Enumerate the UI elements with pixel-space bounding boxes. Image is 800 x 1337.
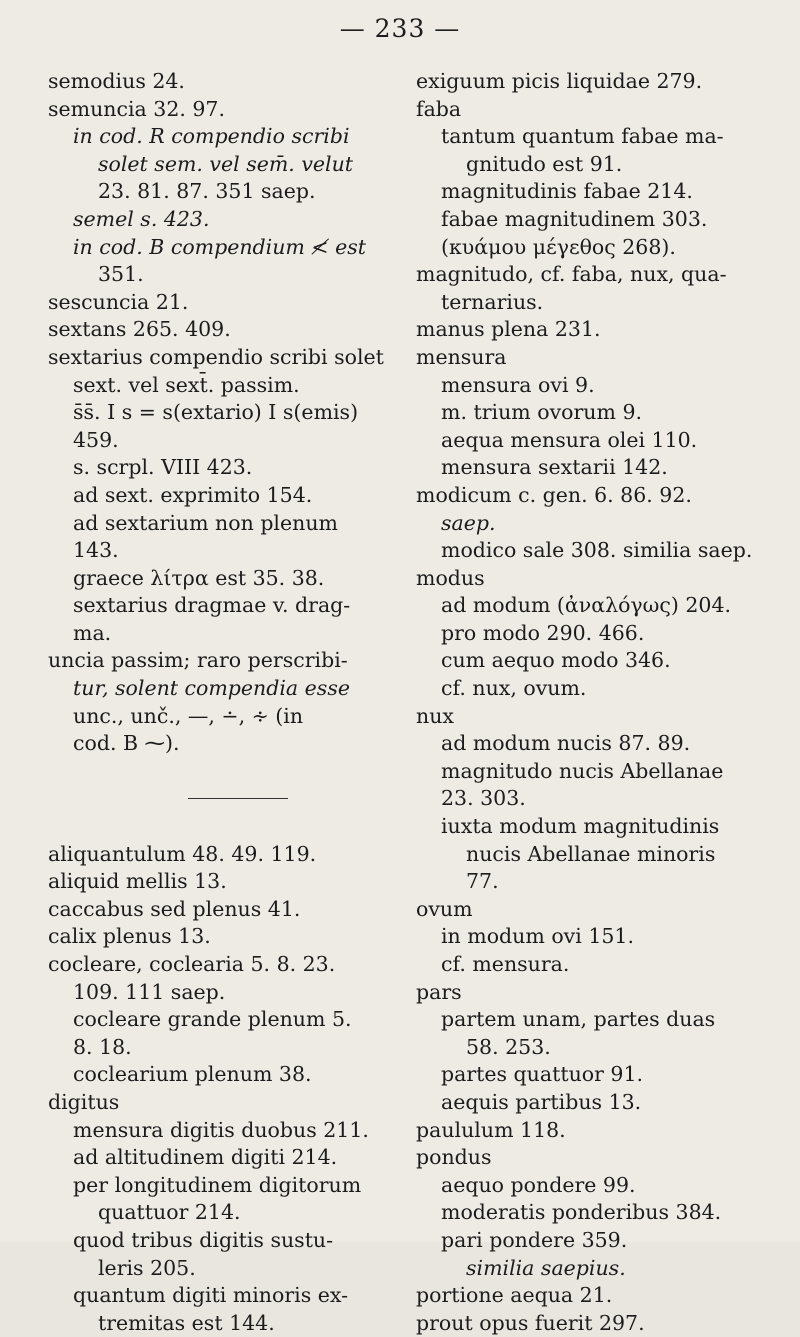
index-subentry: aequis partibus 13.	[441, 1089, 642, 1114]
index-subentry: ad sext. exprimito 154.	[73, 482, 313, 507]
index-entry: calix plenus 13.	[48, 924, 211, 949]
index-subentry: m. trium ovorum 9.	[441, 400, 643, 425]
index-subentry: in cod. B compendium ≮ est	[73, 234, 366, 259]
page-number: — 233 —	[339, 14, 461, 43]
index-subentry: 351.	[98, 262, 144, 287]
index-entry: manus plena 231.	[416, 317, 601, 342]
index-entry: modus	[416, 565, 485, 590]
index-subentry: cf. nux, ovum.	[441, 676, 587, 701]
index-subentry: ad modum (ἀναλόγως) 204.	[441, 593, 732, 618]
index-entry: semuncia 32. 97.	[48, 96, 225, 121]
index-subentry: ma.	[73, 620, 112, 645]
index-subentry: 58. 253.	[466, 1034, 551, 1059]
index-subentry: ternarius.	[441, 289, 544, 314]
left-index-column	[48, 68, 398, 1337]
index-subentry: moderatis ponderibus 384.	[441, 1200, 722, 1225]
index-entry: exiguum picis liquidae 279.	[416, 69, 703, 93]
index-subentry: in modum ovi 151.	[441, 924, 634, 949]
index-subentry: 109. 111 saep.	[73, 979, 226, 1004]
index-subentry: fabae magnitudinem 303.	[441, 206, 708, 231]
index-subentry: unc., unč., —, ∸, ∻ (in	[73, 703, 304, 728]
index-subentry: ad modum nucis 87. 89.	[441, 731, 691, 756]
index-entry: ovum	[416, 896, 473, 921]
index-subentry: in cod. R compendio scribi	[73, 124, 350, 149]
index-entry: mensura	[416, 344, 507, 369]
index-entry: digitus	[48, 1089, 120, 1114]
index-entry: portione aequa 21.	[416, 1283, 613, 1308]
index-subentry: pari pondere 359.	[441, 1227, 628, 1252]
index-subentry: solet sem. vel sem̄. velut	[98, 151, 354, 176]
index-subentry: tur, solent compendia esse	[73, 676, 350, 701]
index-subentry: magnitudo nucis Abellanae	[441, 758, 724, 783]
index-entry: aliquantulum 48. 49. 119.	[48, 841, 317, 866]
index-subentry: mensura ovi 9.	[441, 372, 595, 397]
index-subentry: 23. 303.	[441, 786, 526, 811]
index-subentry: gnitudo est 91.	[466, 151, 623, 176]
index-subentry: sextarius dragmae v. drag-	[73, 593, 351, 618]
index-subentry: sext. vel sext̄. passim.	[73, 372, 300, 397]
index-subentry: modico sale 308. similia saep.	[441, 538, 753, 563]
index-subentry: quattuor 214.	[98, 1200, 241, 1225]
index-subentry: (κυάμου μέγεθος 268).	[441, 234, 676, 259]
index-subentry: coclearium plenum 38.	[73, 1062, 312, 1087]
index-subentry: cf. mensura.	[441, 952, 570, 976]
index-entry: paululum 118.	[416, 1117, 566, 1142]
index-subentry: cocleare grande plenum 5.	[73, 1007, 352, 1032]
index-subentry: 23. 81. 87. 351 saep.	[98, 179, 316, 204]
index-entry: prout opus fuerit 297.	[416, 1310, 645, 1335]
index-subentry: per longitudinem digitorum	[73, 1172, 362, 1197]
index-entry: caccabus sed plenus 41.	[48, 896, 301, 921]
index-entry: pondus	[416, 1145, 492, 1170]
index-subentry: aequa mensura olei 110.	[441, 427, 698, 452]
index-subentry: nucis Abellanae minoris	[466, 841, 716, 866]
right-index-column	[416, 68, 788, 1337]
index-subentry: iuxta modum magnitudinis	[441, 814, 720, 839]
index-entry: cocleare, coclearia 5. 8. 23.	[48, 952, 336, 976]
index-subentry: mensura digitis duobus 211.	[73, 1117, 369, 1142]
index-subentry: similia saepius.	[466, 1255, 626, 1280]
index-subentry: leris 205.	[98, 1255, 196, 1280]
index-subentry: mensura sextarii 142.	[441, 455, 668, 480]
index-subentry: magnitudinis fabae 214.	[441, 179, 693, 204]
index-entry: pars	[416, 979, 462, 1004]
index-subentry: pro modo 290. 466.	[441, 620, 645, 645]
index-subentry: s. scrpl. VIII 423.	[73, 455, 253, 480]
index-subentry: tantum quantum fabae ma-	[441, 124, 724, 149]
section-divider	[48, 785, 398, 813]
index-subentry: cod. B ⁓).	[73, 731, 180, 756]
index-entry: uncia passim; raro perscribi-	[48, 648, 348, 673]
index-subentry: saep.	[441, 510, 496, 535]
index-entry: sescuncia 21.	[48, 289, 189, 314]
index-subentry: s̄s̄. I s = s(extario) I s(emis)	[73, 400, 359, 425]
index-entry: modicum c. gen. 6. 86. 92.	[416, 482, 692, 507]
index-subentry: tremitas est 144.	[98, 1310, 275, 1335]
index-subentry: graece λίτρα est 35. 38.	[73, 565, 325, 590]
index-entry: sextarius compendio scribi solet	[48, 344, 384, 369]
index-subentry: cum aequo modo 346.	[441, 648, 671, 673]
index-subentry: partem unam, partes duas	[441, 1007, 716, 1032]
index-subentry: ad altitudinem digiti 214.	[73, 1145, 338, 1170]
index-subentry: quantum digiti minoris ex-	[73, 1283, 349, 1308]
index-subentry: ad sextarium non plenum	[73, 510, 338, 535]
index-entry: nux	[416, 703, 454, 728]
index-subentry: 459.	[73, 427, 119, 452]
index-subentry: 77.	[466, 869, 499, 894]
index-subentry: partes quattuor 91.	[441, 1062, 644, 1087]
index-entry: semodius 24.	[48, 69, 185, 93]
index-subentry: semel s. 423.	[73, 206, 210, 231]
index-entry: aliquid mellis 13.	[48, 869, 227, 894]
index-subentry: aequo pondere 99.	[441, 1172, 636, 1197]
index-subentry: 143.	[73, 538, 119, 563]
blank-line	[48, 758, 398, 786]
index-entry: faba	[416, 96, 462, 121]
index-entry: magnitudo, cf. faba, nux, qua-	[416, 262, 727, 287]
index-entry: sextans 265. 409.	[48, 317, 231, 342]
index-subentry: quod tribus digitis sustu-	[73, 1227, 334, 1252]
blank-line	[48, 813, 398, 841]
index-subentry: 8. 18.	[73, 1034, 132, 1059]
